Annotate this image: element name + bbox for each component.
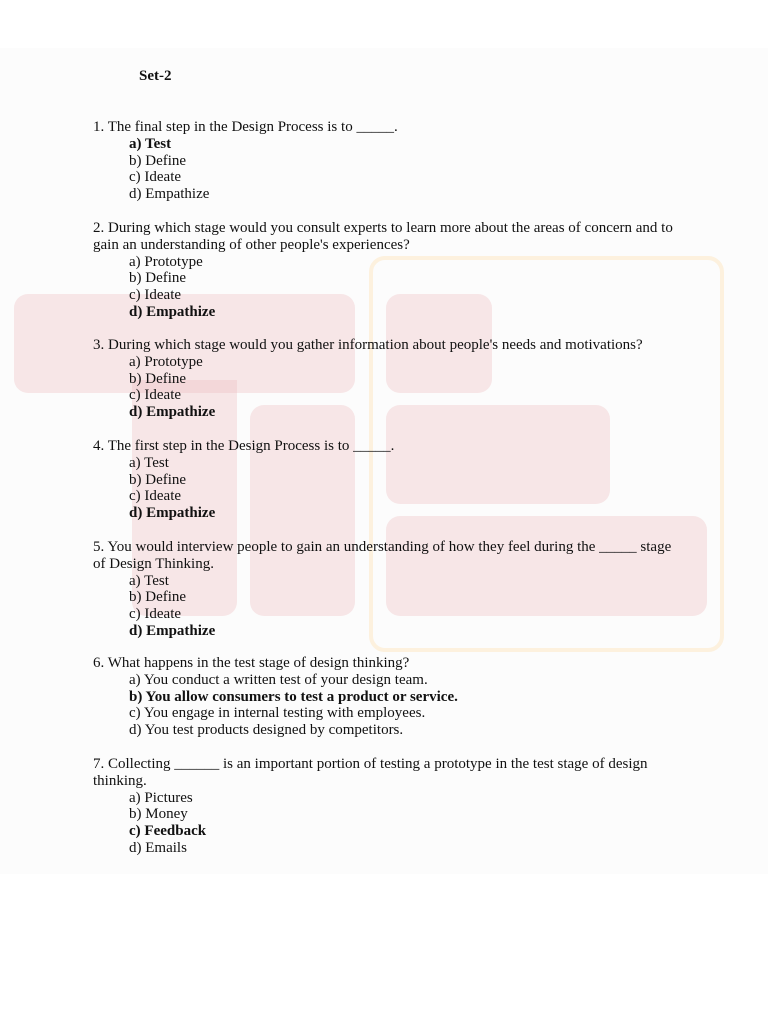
answer-option-correct: d) Empathize xyxy=(129,303,216,320)
answer-option: c) Ideate xyxy=(129,287,182,304)
answer-option-correct: d) Empathize xyxy=(129,622,216,639)
question-3 xyxy=(93,337,673,421)
answer-option: b) Define xyxy=(129,471,187,488)
answer-option: a) Test xyxy=(129,454,169,471)
question-7 xyxy=(93,756,673,857)
answer-options xyxy=(93,455,673,522)
question-text: 7. Collecting ______ is an important portion of testing a prototype in the test stage of design thinking. xyxy=(93,756,648,789)
question-text: 4. The first step in the Design Process is to _____. xyxy=(93,438,395,454)
question-text: 6. What happens in the test stage of design thinking? xyxy=(93,655,410,671)
answer-option-correct: b) You allow consumers to test a product or service. xyxy=(129,688,458,705)
answer-option: c) Ideate xyxy=(129,606,182,623)
question-4 xyxy=(93,438,673,522)
answer-option: b) Define xyxy=(129,270,187,287)
answer-option: b) Money xyxy=(129,806,188,823)
answer-option: d) You test products designed by competitors. xyxy=(129,722,404,739)
answer-options xyxy=(93,573,673,640)
answer-option: d) Empathize xyxy=(129,186,210,203)
answer-option: a) Test xyxy=(129,572,169,589)
answer-option: b) Define xyxy=(129,370,187,387)
question-text: 1. The final step in the Design Process is to _____. xyxy=(93,119,398,135)
answer-option-correct: d) Empathize xyxy=(129,505,216,522)
answer-option: a) Prototype xyxy=(129,253,203,270)
answer-option: c) Ideate xyxy=(129,387,182,404)
answer-option: c) Ideate xyxy=(129,169,182,186)
answer-options xyxy=(93,790,673,857)
question-text: 3. During which stage would you gather information about people's needs and motivations? xyxy=(93,337,643,353)
answer-options xyxy=(93,136,673,203)
answer-option: d) Emails xyxy=(129,839,187,856)
answer-option-correct: d) Empathize xyxy=(129,404,216,421)
question-text: 2. During which stage would you consult experts to learn more about the areas of concern and to gain an understanding of other people's experiences? xyxy=(93,220,673,253)
answer-option: a) You conduct a written test of your design team. xyxy=(129,671,428,688)
answer-options xyxy=(93,354,673,421)
question-1 xyxy=(93,119,673,203)
answer-option: c) Ideate xyxy=(129,488,182,505)
answer-option: a) Prototype xyxy=(129,353,203,370)
answer-option-correct: c) Feedback xyxy=(129,823,207,840)
answer-options xyxy=(93,672,673,739)
question-5 xyxy=(93,539,673,640)
question-text: 5. You would interview people to gain an understanding of how they feel during the _____ stage of Design Thinking. xyxy=(93,539,672,572)
answer-option: b) Define xyxy=(129,589,187,606)
answer-option-correct: a) Test xyxy=(129,135,172,152)
answer-option: c) You engage in internal testing with employees. xyxy=(129,705,426,722)
answer-option: b) Define xyxy=(129,152,187,169)
answer-option: a) Pictures xyxy=(129,789,193,806)
set-title: Set-2 xyxy=(139,68,172,84)
question-6 xyxy=(93,655,673,739)
answer-options xyxy=(93,254,673,321)
question-2 xyxy=(93,220,673,321)
